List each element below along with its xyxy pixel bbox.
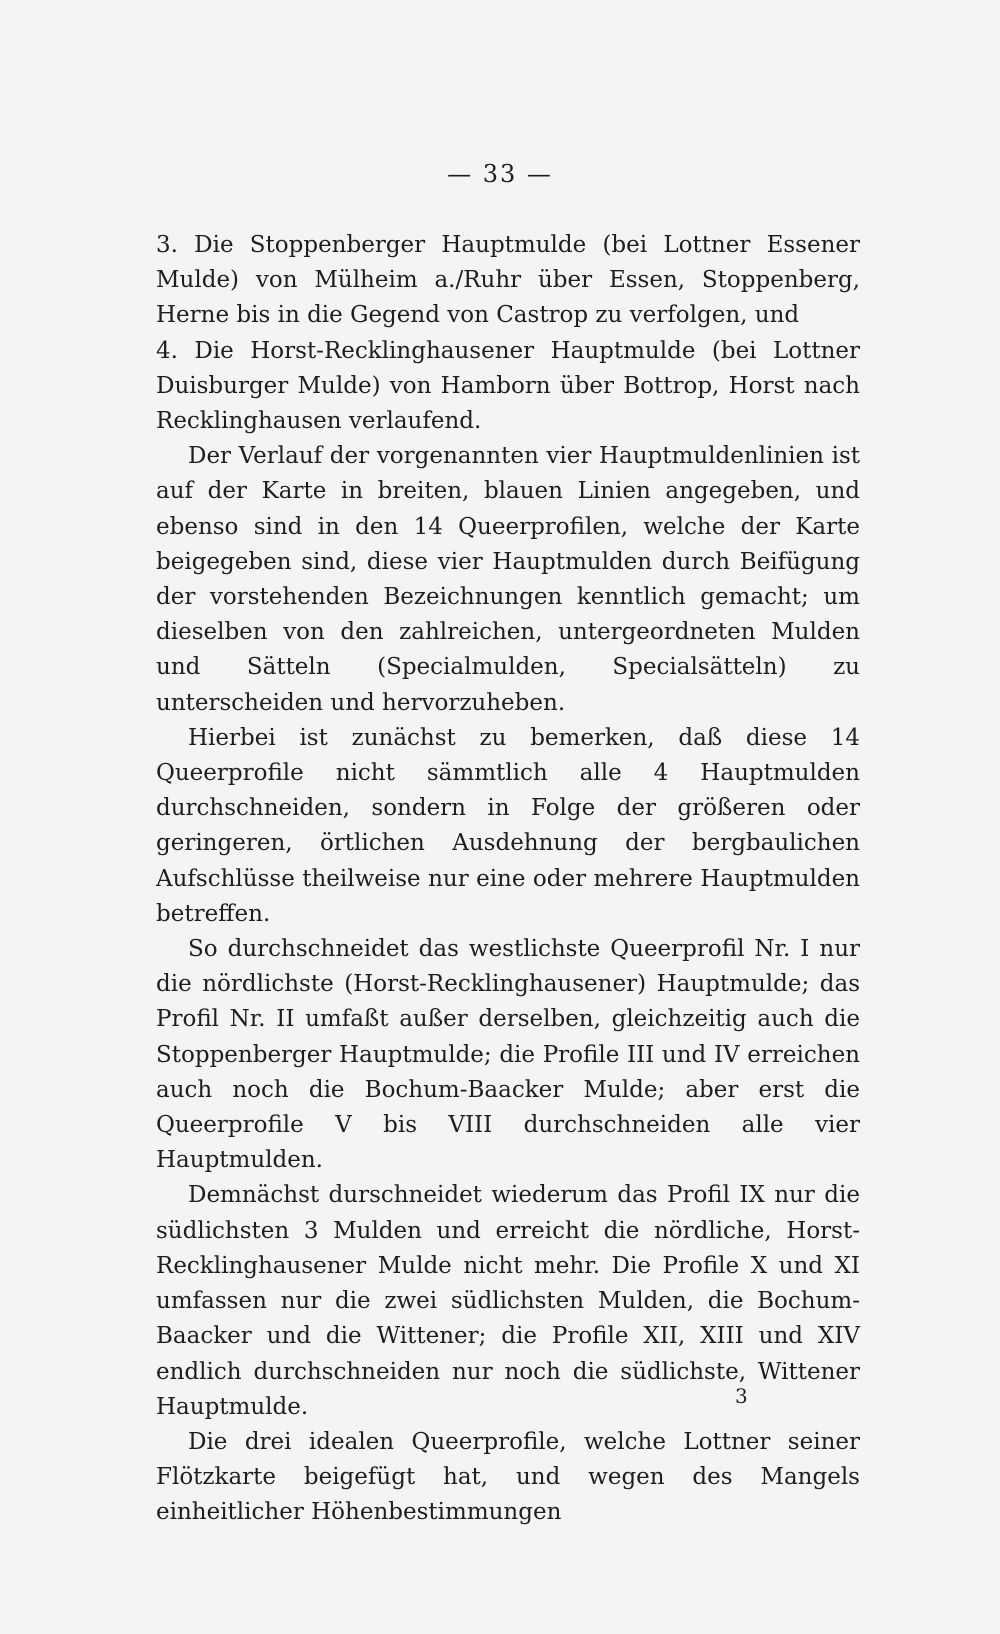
- body-text: [156, 228, 860, 1531]
- paragraph-ideal-profiles: Die drei idealen Queerprofile, welche Lottner seiner Flötzkarte beigefügt hat, und wegen des Mangels einheitlicher Höhenbestimmungen: [156, 1428, 860, 1526]
- paragraph-item-3: 3. Die Stoppenberger Hauptmulde (bei Lottner Essener Mulde) von Mülheim a./Ruhr über Essen, Stoppenberg, Herne bis in die Gegend von Castrop zu verfolgen, und: [156, 232, 860, 329]
- page-number-header: — 33 —: [447, 160, 553, 188]
- signature-mark: 3: [735, 1384, 748, 1408]
- paragraph-note: Hierbei ist zunächst zu bemerken, daß diese 14 Queerprofile nicht sämmtlich alle 4 Hauptmulden durchschneiden, sondern in Folge der größeren oder geringeren, örtlichen Ausdehnung der bergbaulichen Aufschlüsse theilweise nur eine oder mehrere Hauptmulden betreffen.: [156, 724, 860, 927]
- paragraph-main-lines: Der Verlauf der vorgenannten vier Hauptmuldenlinien ist auf der Karte in breiten, blauen Linien angegeben, und ebenso sind in den 14 Queerprofilen, welche der Karte beigegeben sind, diese vier Hauptmulden durch Beifügung der vorstehenden Bezeichnungen kenntlich gemacht; um dieselben von den zahlreichen, untergeordneten Mulden und Sätteln (Specialmulden, Specialsätteln) zu unterscheiden und hervorzuheben.: [156, 443, 860, 716]
- paragraph-item-4: 4. Die Horst-Recklinghausener Hauptmulde (bei Lottner Duisburger Mulde) von Hamborn über Bottrop, Horst nach Recklinghausen verlaufend.: [156, 337, 860, 435]
- paragraph-profiles-south: Demnächst durschneidet wiederum das Profil IX nur die südlichsten 3 Mulden und erreicht die nördliche, Horst-Recklinghausener Mulde nicht mehr. Die Profile X und XI umfassen nur die zwei südlichsten Mulden, die Bochum-Baacker und die Wittener; die Profile XII, XIII und XIV endlich durchschneiden nur noch die südlichste, Wittener Hauptmulde.: [156, 1182, 860, 1420]
- paragraph-profiles-west: So durchschneidet das westlichste Queerprofil Nr. I nur die nördlichste (Horst-Recklinghausener) Hauptmulde; das Profil Nr. II umfaßt außer derselben, gleichzeitig auch die Stoppenberger Hauptmulde; die Profile III und IV erreichen auch noch die Bochum-Baacker Mulde; aber erst die Queerprofile V bis VIII durchschneiden alle vier Hauptmulden.: [156, 936, 860, 1174]
